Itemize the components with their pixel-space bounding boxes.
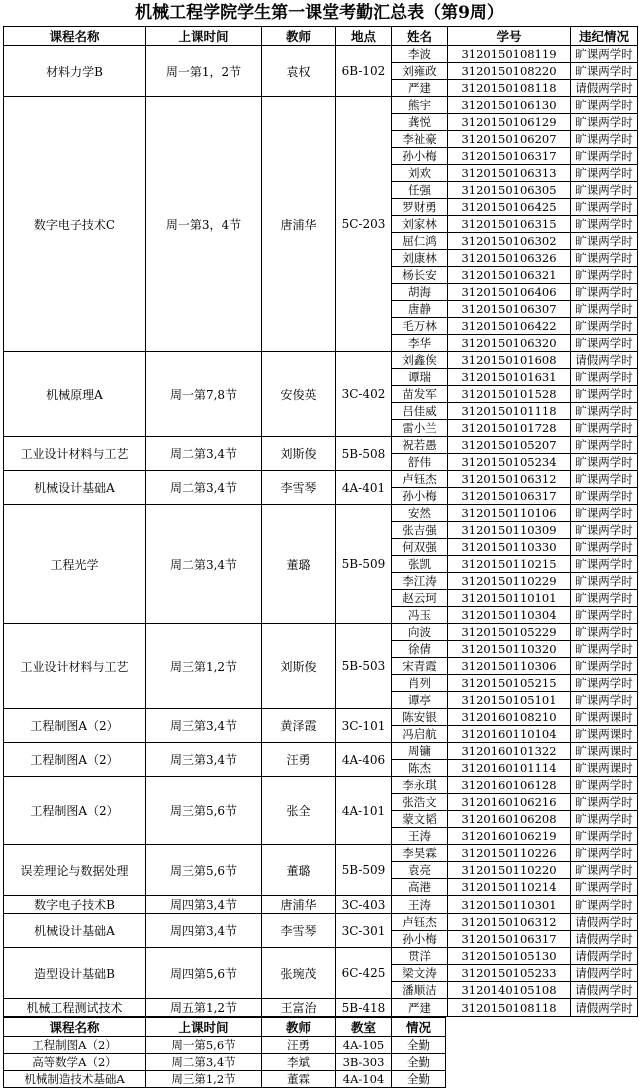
violation-status-cell: 旷课两学时 (571, 97, 638, 114)
student-name-cell: 孙小梅 (392, 488, 448, 505)
table-row (4, 1037, 446, 1054)
table-row (4, 46, 638, 63)
violation-status-cell: 旷课两学时 (571, 879, 638, 896)
student-id-cell: 3120150105207 (448, 437, 571, 454)
student-name-cell: 雷小兰 (392, 420, 448, 437)
table-row (4, 709, 638, 726)
student-id-cell: 3120150106317 (448, 931, 571, 948)
student-name-cell: 胡海 (392, 284, 448, 301)
violation-status-cell: 旷课两学时 (571, 148, 638, 165)
student-id-cell: 3120150105130 (448, 948, 571, 965)
student-id-cell: 3120160108210 (448, 709, 571, 726)
student-name-cell: 刘鑫俟 (392, 352, 448, 369)
student-name-cell: 赵云珂 (392, 590, 448, 607)
violation-status-cell: 请假两学时 (571, 982, 638, 999)
violation-status-cell: 旷课两学时 (571, 488, 638, 505)
student-name-cell: 冯玉 (392, 607, 448, 624)
class-time-cell: 周二第3,4节 (146, 471, 262, 505)
room-cell: 3B-303 (336, 1054, 392, 1071)
room-cell: 4A-104 (336, 1071, 392, 1088)
student-id-cell: 3120160110104 (448, 726, 571, 743)
student-id-cell: 3120150108118 (448, 80, 571, 97)
student-name-cell: 潘顺洁 (392, 982, 448, 999)
student-id-cell: 3120150106317 (448, 488, 571, 505)
course-name-cell: 机械工程测试技术 (4, 999, 146, 1017)
student-id-cell: 3120150110220 (448, 862, 571, 879)
student-name-cell: 徐倩 (392, 641, 448, 658)
student-name-cell: 吕佳威 (392, 403, 448, 420)
violation-status-cell: 旷课两学时 (571, 539, 638, 556)
summary-header-row (4, 1018, 446, 1037)
student-id-cell: 3120150101631 (448, 369, 571, 386)
summary-header-status: 情况 (392, 1018, 446, 1037)
table-row (4, 97, 638, 114)
violation-status-cell: 旷课两学时 (571, 318, 638, 335)
student-name-cell: 陈安银 (392, 709, 448, 726)
violation-status-cell: 旷课两学时 (571, 845, 638, 862)
table-row (4, 624, 638, 641)
page-title: 机械工程学院学生第一课堂考勤汇总表（第9周） (135, 3, 504, 23)
violation-status-cell: 旷课两课时 (571, 709, 638, 726)
violation-status-cell: 旷课两学时 (571, 46, 638, 63)
place-cell: 6B-102 (336, 46, 392, 97)
place-cell: 4A-406 (336, 743, 392, 777)
class-time-cell: 周三第1,2节 (146, 1071, 262, 1088)
course-name-cell: 材料力学B (4, 46, 146, 97)
student-id-cell: 3120150101728 (448, 420, 571, 437)
class-time-cell: 周三第5,6节 (146, 845, 262, 896)
student-id-cell: 3120150106422 (448, 318, 571, 335)
violation-status-cell: 请假两学时 (571, 931, 638, 948)
course-name-cell: 高等数学A（2） (4, 1054, 146, 1071)
student-id-cell: 3120150108220 (448, 63, 571, 80)
violation-status-cell: 旷课两学时 (571, 233, 638, 250)
student-name-cell: 卢钰杰 (392, 471, 448, 488)
violation-status-cell: 旷课两学时 (571, 862, 638, 879)
student-name-cell: 向波 (392, 624, 448, 641)
violation-status-cell: 旷课两学时 (571, 420, 638, 437)
student-name-cell: 宋青霞 (392, 658, 448, 675)
student-name-cell: 卢钰杰 (392, 914, 448, 931)
violation-status-cell: 旷课两学时 (571, 607, 638, 624)
student-id-cell: 3120150105101 (448, 692, 571, 709)
violation-status-cell: 请假两学时 (571, 352, 638, 369)
student-name-cell: 屈仁鸿 (392, 233, 448, 250)
student-name-cell: 袁亮 (392, 862, 448, 879)
violation-status-cell: 旷课两学时 (571, 403, 638, 420)
student-id-cell: 3120150105229 (448, 624, 571, 641)
student-id-cell: 3120150105234 (448, 454, 571, 471)
student-id-cell: 3120150106320 (448, 335, 571, 352)
table-row (4, 743, 638, 760)
summary-header-teacher: 教师 (262, 1018, 336, 1037)
student-id-cell: 3120160106208 (448, 811, 571, 828)
student-id-cell: 3120150106312 (448, 914, 571, 931)
violation-status-cell: 旷课两学时 (571, 199, 638, 216)
teacher-cell: 李雪琴 (262, 914, 336, 948)
place-cell: 3C-301 (336, 914, 392, 948)
student-name-cell: 蒙文韬 (392, 811, 448, 828)
violation-status-cell: 旷课两学时 (571, 250, 638, 267)
student-id-cell: 3120150106302 (448, 233, 571, 250)
violation-status-cell: 旷课两学时 (571, 267, 638, 284)
teacher-cell: 王富治 (262, 999, 336, 1017)
course-name-cell: 工业设计材料与工艺 (4, 624, 146, 709)
violation-status-cell: 旷课两学时 (571, 63, 638, 80)
student-name-cell: 孙小梅 (392, 931, 448, 948)
violation-status-cell: 旷课两学时 (571, 811, 638, 828)
table-row (4, 505, 638, 522)
student-name-cell: 肖列 (392, 675, 448, 692)
violation-status-cell: 请假两学时 (571, 914, 638, 931)
student-name-cell: 谭亭 (392, 692, 448, 709)
student-name-cell: 唐静 (392, 301, 448, 318)
student-id-cell: 3120150106130 (448, 97, 571, 114)
student-name-cell: 安然 (392, 505, 448, 522)
student-id-cell: 3120150110226 (448, 845, 571, 862)
place-cell: 5B-508 (336, 437, 392, 471)
violation-status-cell: 旷课两学时 (571, 216, 638, 233)
course-name-cell: 工程制图A（2） (4, 743, 146, 777)
student-name-cell: 谭瑞 (392, 369, 448, 386)
course-name-cell: 造型设计基础B (4, 948, 146, 999)
place-cell: 4A-101 (336, 777, 392, 845)
table-row (4, 1054, 446, 1071)
student-id-cell: 3120150106207 (448, 131, 571, 148)
violation-status-cell: 旷课两学时 (571, 556, 638, 573)
place-cell: 3C-403 (336, 896, 392, 914)
class-time-cell: 周四第5,6节 (146, 948, 262, 999)
violation-status-cell: 旷课两学时 (571, 692, 638, 709)
student-id-cell: 3120160106128 (448, 777, 571, 794)
class-time-cell: 周一第3，4节 (146, 97, 262, 352)
student-id-cell: 3120150110214 (448, 879, 571, 896)
place-cell: 5B-509 (336, 845, 392, 896)
violation-status-cell: 旷课两学时 (571, 658, 638, 675)
place-cell: 4A-401 (336, 471, 392, 505)
violation-status-cell: 旷课两课时 (571, 726, 638, 743)
student-name-cell: 刘雍政 (392, 63, 448, 80)
place-cell: 5B-509 (336, 505, 392, 624)
violation-status-cell: 旷课两学时 (571, 896, 638, 914)
student-id-cell: 3120150106312 (448, 471, 571, 488)
student-name-cell: 熊宇 (392, 97, 448, 114)
student-id-cell: 3120150108119 (448, 46, 571, 63)
course-name-cell: 数字电子技术C (4, 97, 146, 352)
student-id-cell: 3120150105233 (448, 965, 571, 982)
violation-status-cell: 旷课两学时 (571, 437, 638, 454)
violation-status-cell: 旷课两学时 (571, 777, 638, 794)
violation-status-cell: 旷课两学时 (571, 386, 638, 403)
table-row (4, 948, 638, 965)
teacher-cell: 安俊英 (262, 352, 336, 437)
class-time-cell: 周一第5,6节 (146, 1037, 262, 1054)
course-name-cell: 误差理论与数据处理 (4, 845, 146, 896)
summary-header-course: 课程名称 (4, 1018, 146, 1037)
violation-status-cell: 旷课两学时 (571, 828, 638, 845)
teacher-cell: 汪勇 (262, 1037, 336, 1054)
violation-status-cell: 旷课两学时 (571, 573, 638, 590)
teacher-cell: 唐浦华 (262, 896, 336, 914)
teacher-cell: 唐浦华 (262, 97, 336, 352)
student-id-cell: 3120150110229 (448, 573, 571, 590)
teacher-cell: 董璐 (262, 505, 336, 624)
place-cell: 6C-425 (336, 948, 392, 999)
student-name-cell: 任强 (392, 182, 448, 199)
teacher-cell: 张琬茂 (262, 948, 336, 999)
violation-status-cell: 请假两学时 (571, 965, 638, 982)
violation-status-cell: 旷课两课时 (571, 760, 638, 777)
violation-status-cell: 旷课两学时 (571, 471, 638, 488)
student-id-cell: 3120150106313 (448, 165, 571, 182)
student-id-cell: 3120160101114 (448, 760, 571, 777)
student-id-cell: 3120150110306 (448, 658, 571, 675)
student-name-cell: 龚悦 (392, 114, 448, 131)
student-id-cell: 3120150106425 (448, 199, 571, 216)
class-time-cell: 周一第1，2节 (146, 46, 262, 97)
course-name-cell: 机械制造技术基础A (4, 1071, 146, 1088)
student-id-cell: 3120150110101 (448, 590, 571, 607)
teacher-cell: 董霖 (262, 1071, 336, 1088)
student-id-cell: 3120150106317 (448, 148, 571, 165)
violation-status-cell: 请假两学时 (571, 948, 638, 965)
header-student-id: 学号 (448, 27, 571, 46)
header-place: 地点 (336, 27, 392, 46)
attendance-table (3, 26, 638, 1017)
table-row (4, 1071, 446, 1088)
student-name-cell: 罗财勇 (392, 199, 448, 216)
course-name-cell: 数字电子技术B (4, 896, 146, 914)
student-id-cell: 3120150106307 (448, 301, 571, 318)
class-time-cell: 周三第3,4节 (146, 709, 262, 743)
teacher-cell: 袁权 (262, 46, 336, 97)
violation-status-cell: 旷课两学时 (571, 505, 638, 522)
full-attendance-table (3, 1017, 446, 1088)
teacher-cell: 董璐 (262, 845, 336, 896)
violation-status-cell: 旷课两学时 (571, 131, 638, 148)
student-id-cell: 3120150110215 (448, 556, 571, 573)
violation-status-cell: 旷课两学时 (571, 114, 638, 131)
table-row (4, 777, 638, 794)
course-name-cell: 工程制图A（2） (4, 777, 146, 845)
header-course: 课程名称 (4, 27, 146, 46)
student-id-cell: 3120160101322 (448, 743, 571, 760)
student-id-cell: 3120150106305 (448, 182, 571, 199)
class-time-cell: 周三第5,6节 (146, 777, 262, 845)
violation-status-cell: 旷课两学时 (571, 284, 638, 301)
student-name-cell: 周镛 (392, 743, 448, 760)
student-id-cell: 3120150110309 (448, 522, 571, 539)
student-id-cell: 3120150106326 (448, 250, 571, 267)
student-name-cell: 孙小梅 (392, 148, 448, 165)
violation-status-cell: 旷课两学时 (571, 165, 638, 182)
student-name-cell: 刘家林 (392, 216, 448, 233)
violation-status-cell: 旷课两学时 (571, 675, 638, 692)
teacher-cell: 汪勇 (262, 743, 336, 777)
full-attendance-table-body (4, 1037, 446, 1088)
student-name-cell: 严建 (392, 80, 448, 97)
student-name-cell: 梁文涛 (392, 965, 448, 982)
violation-status-cell: 请假两学时 (571, 999, 638, 1017)
student-id-cell: 3120150108118 (448, 999, 571, 1017)
student-name-cell: 苗发军 (392, 386, 448, 403)
student-name-cell: 贯洋 (392, 948, 448, 965)
student-id-cell: 3120150110330 (448, 539, 571, 556)
place-cell: 5C-203 (336, 97, 392, 352)
class-time-cell: 周三第1,2节 (146, 624, 262, 709)
student-name-cell: 张凯 (392, 556, 448, 573)
course-name-cell: 工程光学 (4, 505, 146, 624)
teacher-cell: 李雪琴 (262, 471, 336, 505)
violation-status-cell: 旷课两学时 (571, 624, 638, 641)
student-id-cell: 3120160106216 (448, 794, 571, 811)
violation-status-cell: 旷课两学时 (571, 522, 638, 539)
student-id-cell: 3120150110106 (448, 505, 571, 522)
violation-status-cell: 旷课两学时 (571, 301, 638, 318)
attendance-table-body (4, 46, 638, 1017)
class-time-cell: 周三第3,4节 (146, 743, 262, 777)
header-name: 姓名 (392, 27, 448, 46)
student-name-cell: 王涛 (392, 896, 448, 914)
header-teacher: 教师 (262, 27, 336, 46)
class-time-cell: 周四第3,4节 (146, 896, 262, 914)
violation-status-cell: 旷课两学时 (571, 369, 638, 386)
class-time-cell: 周一第7,8节 (146, 352, 262, 437)
table-row (4, 845, 638, 862)
student-id-cell: 3120150110320 (448, 641, 571, 658)
student-name-cell: 毛万林 (392, 318, 448, 335)
student-id-cell: 3120150106315 (448, 216, 571, 233)
student-id-cell: 3120150110304 (448, 607, 571, 624)
teacher-cell: 张全 (262, 777, 336, 845)
student-name-cell: 刘欢 (392, 165, 448, 182)
student-name-cell: 王涛 (392, 828, 448, 845)
course-name-cell: 工程制图A（2） (4, 709, 146, 743)
student-id-cell: 3120150101608 (448, 352, 571, 369)
teacher-cell: 刘斯俊 (262, 624, 336, 709)
class-time-cell: 周五第1,2节 (146, 999, 262, 1017)
student-name-cell: 李华 (392, 335, 448, 352)
student-name-cell: 李波 (392, 46, 448, 63)
violation-status-cell: 旷课两课时 (571, 743, 638, 760)
violation-status-cell: 旷课两学时 (571, 641, 638, 658)
table-row (4, 352, 638, 369)
class-time-cell: 周二第3,4节 (146, 437, 262, 471)
header-status: 违纪情况 (571, 27, 638, 46)
student-id-cell: 3120160106219 (448, 828, 571, 845)
student-id-cell: 3120150101528 (448, 386, 571, 403)
table-row (4, 471, 638, 488)
violation-status-cell: 旷课两学时 (571, 794, 638, 811)
teacher-cell: 黄泽霞 (262, 709, 336, 743)
student-name-cell: 张吉强 (392, 522, 448, 539)
class-time-cell: 周四第3,4节 (146, 914, 262, 948)
table-row (4, 437, 638, 454)
room-cell: 4A-105 (336, 1037, 392, 1054)
course-name-cell: 工程制图A（2） (4, 1037, 146, 1054)
student-name-cell: 舒伟 (392, 454, 448, 471)
student-name-cell: 李昊霖 (392, 845, 448, 862)
course-name-cell: 工业设计材料与工艺 (4, 437, 146, 471)
place-cell: 3C-402 (336, 352, 392, 437)
violation-status-cell: 请假两学时 (571, 80, 638, 97)
course-name-cell: 机械设计基础A (4, 471, 146, 505)
header-time: 上课时间 (146, 27, 262, 46)
table-row (4, 999, 638, 1017)
student-name-cell: 陈杰 (392, 760, 448, 777)
student-name-cell: 高港 (392, 879, 448, 896)
student-name-cell: 张浩文 (392, 794, 448, 811)
attendance-status-cell: 全勤 (392, 1054, 446, 1071)
violation-status-cell: 旷课两学时 (571, 335, 638, 352)
student-name-cell: 李祉豪 (392, 131, 448, 148)
student-name-cell: 刘康林 (392, 250, 448, 267)
teacher-cell: 刘斯俊 (262, 437, 336, 471)
violation-status-cell: 旷课两学时 (571, 182, 638, 199)
class-time-cell: 周二第3,4节 (146, 1054, 262, 1071)
student-id-cell: 3120150105215 (448, 675, 571, 692)
student-name-cell: 祝若愚 (392, 437, 448, 454)
teacher-cell: 李斌 (262, 1054, 336, 1071)
violation-status-cell: 旷课两学时 (571, 590, 638, 607)
student-name-cell: 杨长安 (392, 267, 448, 284)
course-name-cell: 机械原理A (4, 352, 146, 437)
student-id-cell: 3120140105108 (448, 982, 571, 999)
place-cell: 5B-418 (336, 999, 392, 1017)
place-cell: 3C-101 (336, 709, 392, 743)
summary-header-time: 上课时间 (146, 1018, 262, 1037)
student-name-cell: 严建 (392, 999, 448, 1017)
table-row (4, 914, 638, 931)
student-id-cell: 3120150106129 (448, 114, 571, 131)
course-name-cell: 机械设计基础A (4, 914, 146, 948)
attendance-status-cell: 全勤 (392, 1037, 446, 1054)
class-time-cell: 周二第3,4节 (146, 505, 262, 624)
place-cell: 5B-503 (336, 624, 392, 709)
student-id-cell: 3120150106321 (448, 267, 571, 284)
student-id-cell: 3120150101118 (448, 403, 571, 420)
table-header-row (4, 27, 638, 46)
summary-header-room: 教室 (336, 1018, 392, 1037)
student-name-cell: 李江涛 (392, 573, 448, 590)
table-row (4, 896, 638, 914)
student-name-cell: 李永琪 (392, 777, 448, 794)
violation-status-cell: 旷课两学时 (571, 454, 638, 471)
attendance-status-cell: 全勤 (392, 1071, 446, 1088)
student-name-cell: 冯启航 (392, 726, 448, 743)
student-id-cell: 3120150106406 (448, 284, 571, 301)
student-id-cell: 3120150110301 (448, 896, 571, 914)
student-name-cell: 何双强 (392, 539, 448, 556)
